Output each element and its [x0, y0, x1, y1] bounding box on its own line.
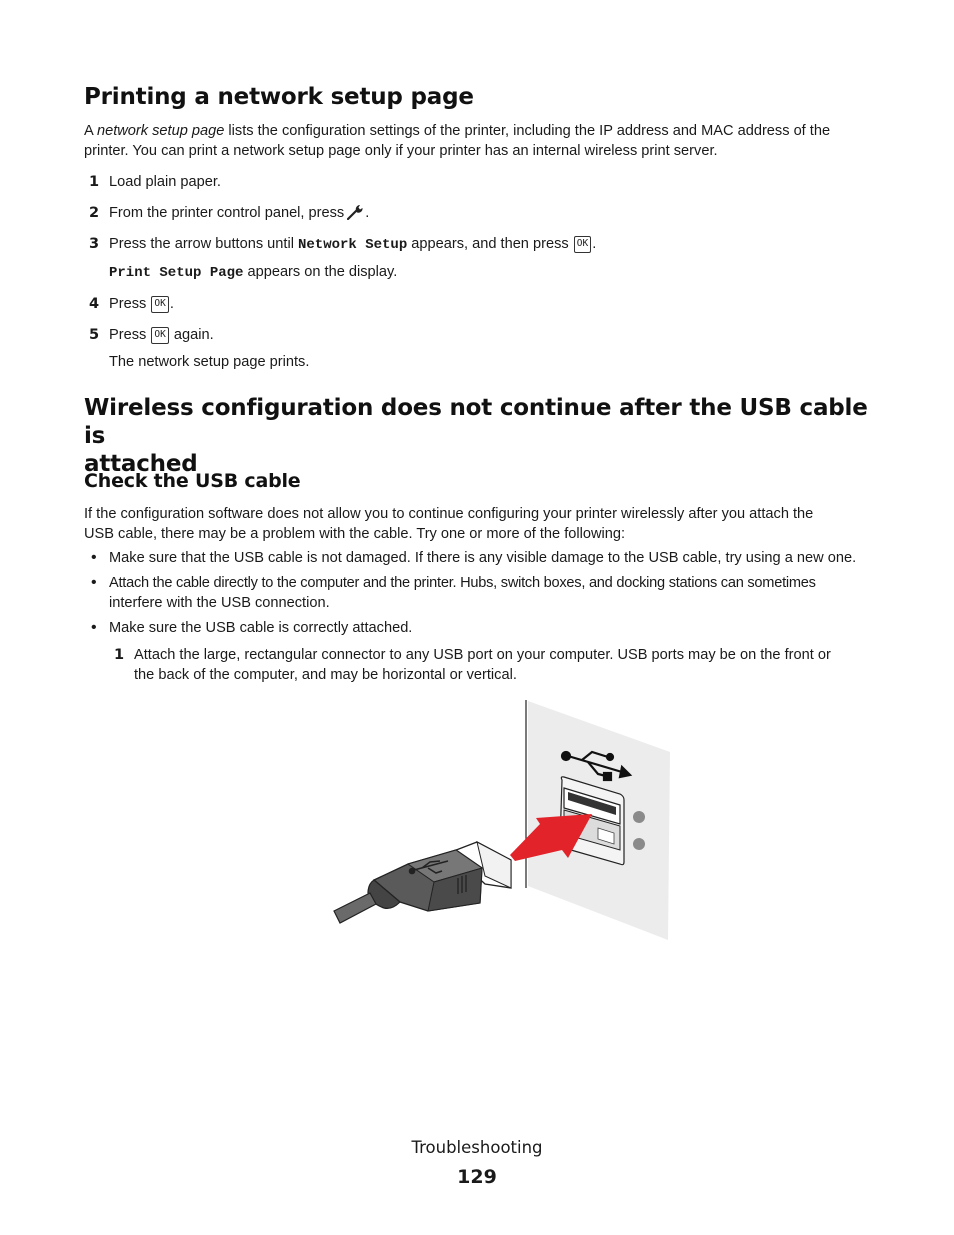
usb-intro-paragraph: If the configuration software does not allow you to continue configuring your printer wirelessly after you attach the USB cable, there may be a problem with the cable. Try one or more of the following: [84, 506, 814, 542]
step-text: Press the arrow buttons until Network Setup appears, and then press OK . [109, 236, 597, 253]
bullet-mark: • [91, 549, 97, 566]
step-number: 5 [89, 327, 100, 343]
bullet-item: Attach the cable directly to the computer and the printer. Hubs, switch boxes, and docking stations can sometimes interfere with the USB connection. [109, 575, 816, 611]
ok-button-icon: OK [151, 296, 168, 313]
step-subtext: The network setup page prints. [109, 354, 310, 370]
code-network-setup: Network Setup [298, 237, 408, 253]
section-title-wireless-config: Wireless configuration does not continue after the USB cable is attached [84, 395, 868, 477]
wrench-icon [347, 204, 365, 226]
footer-section-name: Troubleshooting [411, 1138, 543, 1157]
step-text: Press OK again. [109, 327, 214, 343]
intro-paragraph: A network setup page lists the configuration settings of the printer, including the IP address and MAC address of the printer. You can print a network setup page only if your printer has an internal wireless print server. [84, 123, 831, 159]
bullet-mark: • [91, 574, 97, 591]
bullet-item: Make sure that the USB cable is not damaged. If there is any visible damage to the USB cable, try using a new one. [109, 550, 857, 566]
section-title-network-setup: Printing a network setup page [84, 84, 474, 110]
bullet-item: Make sure the USB cable is correctly attached. [109, 620, 413, 636]
step-text: From the printer control panel, press . [109, 203, 369, 226]
usb-plug [334, 842, 511, 923]
page-number: 129 [457, 1166, 497, 1188]
indicator-dot [633, 811, 645, 823]
intro-emphasis: network setup page [96, 123, 225, 139]
step-number: 1 [89, 174, 100, 190]
step-text: Load plain paper. [109, 174, 221, 190]
substep-number: 1 [114, 647, 125, 663]
step-number: 3 [89, 236, 100, 252]
step-subtext: Print Setup Page appears on the display. [109, 264, 398, 281]
code-print-setup-page: Print Setup Page [109, 265, 244, 281]
substep-text: Attach the large, rectangular connector to any USB port on your computer. USB ports may be on the front or the back of the computer, and may be horizontal or vertical. [134, 647, 831, 683]
ok-button-icon: OK [151, 327, 168, 344]
step-number: 4 [89, 296, 100, 312]
step-number: 2 [89, 205, 100, 221]
indicator-dot [633, 838, 645, 850]
bullet-mark: • [91, 619, 97, 636]
step-text: Press OK . [109, 296, 174, 312]
subsection-title-usb-cable: Check the USB cable [84, 470, 301, 492]
ok-button-icon: OK [574, 236, 591, 253]
usb-illustration-svg [330, 698, 675, 948]
usb-cable-into-port-illustration [330, 698, 675, 948]
